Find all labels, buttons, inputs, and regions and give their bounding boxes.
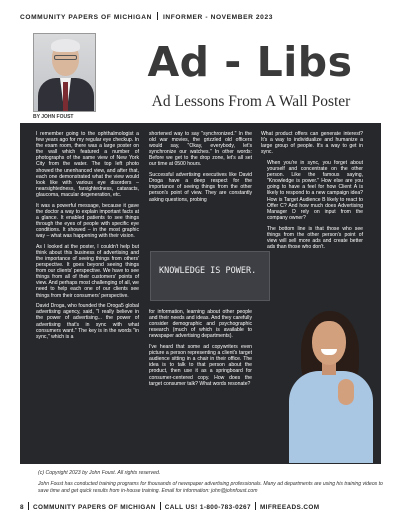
copyright-notice: (c) Copyright 2023 by John Foust. All rights reserved. xyxy=(38,470,161,476)
smiling-woman-photo xyxy=(283,299,379,463)
author-photo xyxy=(33,33,96,112)
column-3 xyxy=(261,131,363,254)
column-2-continued xyxy=(149,309,252,391)
footer-divider xyxy=(255,502,256,510)
image-caption-text: KNOWLEDGE IS POWER. xyxy=(159,266,257,276)
paragraph: When you're in sync, you forget about yourself and concentrate on the other person. Like the famous saying, "Knowledge is power." How else are you going to have a feel for how Client A is likely to respond to a new campaign idea? How is Target Audience B likely to react to Offer C? And how much does Advertising Manager D rely on input from the company owner? xyxy=(267,159,363,221)
author-bio: John Foust has conducted training programs for thousands of newspaper advertising professionals. Many ad departments are using his training videos to save time and get quick results from in-house training. Email for information: john@johnfoust.com xyxy=(38,481,383,494)
paragraph: It was a powerful message, because it gave the doctor a way to explain important facts at a glance. It enabled patients to see things through the eyes of people with specific eye conditions. It showed – in the most graphic way – what was happening with their vision. xyxy=(36,202,139,240)
paragraph: I've heard that some ad copywriters even picture a person representing a client's target audience sitting in a chair in their office. The idea is to talk to that person about the product, then use it as a springboard for consumer-centered copy. How does the target consumer talk? What words resonate? xyxy=(149,344,252,387)
page-footer xyxy=(20,502,319,511)
byline: BY JOHN FOUST xyxy=(33,114,74,120)
paragraph: David Droga, who founded the Droga5 global advertising agency, said, "I really believe in the power of advertising... the power of advertising that's in sync with what consumers want." The key is in the words "in sync," which is a xyxy=(36,303,139,340)
masthead xyxy=(20,12,390,21)
footer-call: CALL US! 1-800-783-0267 xyxy=(164,504,251,511)
column-1 xyxy=(36,131,139,344)
paragraph: I remember going to the ophthalmologist a few years ago for my regular eye checkup. In the exam room, there was a large poster on the wall which featured a number of photographs of the same view of New York City from the water. The top left photo showed the unenhanced view, and after that, each one demonstrated what the view would look like with various eye disorders – nearsightedness, farsightedness, cataracts, glaucoma, macular degeneration, etc. xyxy=(36,131,139,198)
knowledge-is-power-image xyxy=(150,251,270,301)
footer-divider xyxy=(28,502,29,510)
paragraph: The bottom line is that those who see things from the other person's point of view will sell more ads and create better ads than those who don't. xyxy=(267,225,363,250)
masthead-publication: COMMUNITY PAPERS OF MICHIGAN xyxy=(20,14,152,21)
masthead-issue: INFORMER - NOVEMBER 2023 xyxy=(162,14,273,21)
article-subtitle: Ad Lessons From A Wall Poster xyxy=(151,93,351,110)
column-2 xyxy=(149,131,252,207)
footer-site: MIFREEADS.COM xyxy=(259,504,320,511)
page-number: 8 xyxy=(20,504,24,511)
footer-publication: COMMUNITY PAPERS OF MICHIGAN xyxy=(32,504,156,511)
paragraph: Successful advertising executives like David Droga have a deep respect for the importance of seeing things from the other person's point of view. They are constantly asking questions, probing xyxy=(149,172,252,203)
article-body-panel xyxy=(20,123,381,464)
footer-divider xyxy=(160,502,161,510)
paragraph: for information, learning about other people and their needs and ideas. And they carefully consider demographic and psychographic research (much of which is available to newspaper advertising departments). xyxy=(149,309,252,340)
paragraph: shortened way to say "synchronized." In the old war movies, the grizzled old officers would say, "Okay, everybody, let's synchronize our watches." In other words: Before we get to the drop zone, let's all set our time at 0500 hours. xyxy=(149,131,252,168)
masthead-divider xyxy=(157,12,158,20)
paragraph: As I looked at the poster, I couldn't help but think about this business of advertising and the importance of seeing things from others' perspective. It goes beyond seeing things from our clients' perspective. We have to see things from all of their customers' points of view. And perhaps most challenging of all, we need to help each one of our clients see things from their consumers' perspective. xyxy=(36,243,139,299)
paragraph: What product offers can generate interest? It's a way to individualize and humanize a large group of people. It's a way to get in sync. xyxy=(261,131,363,156)
article-title: Ad - Libs xyxy=(147,38,353,86)
